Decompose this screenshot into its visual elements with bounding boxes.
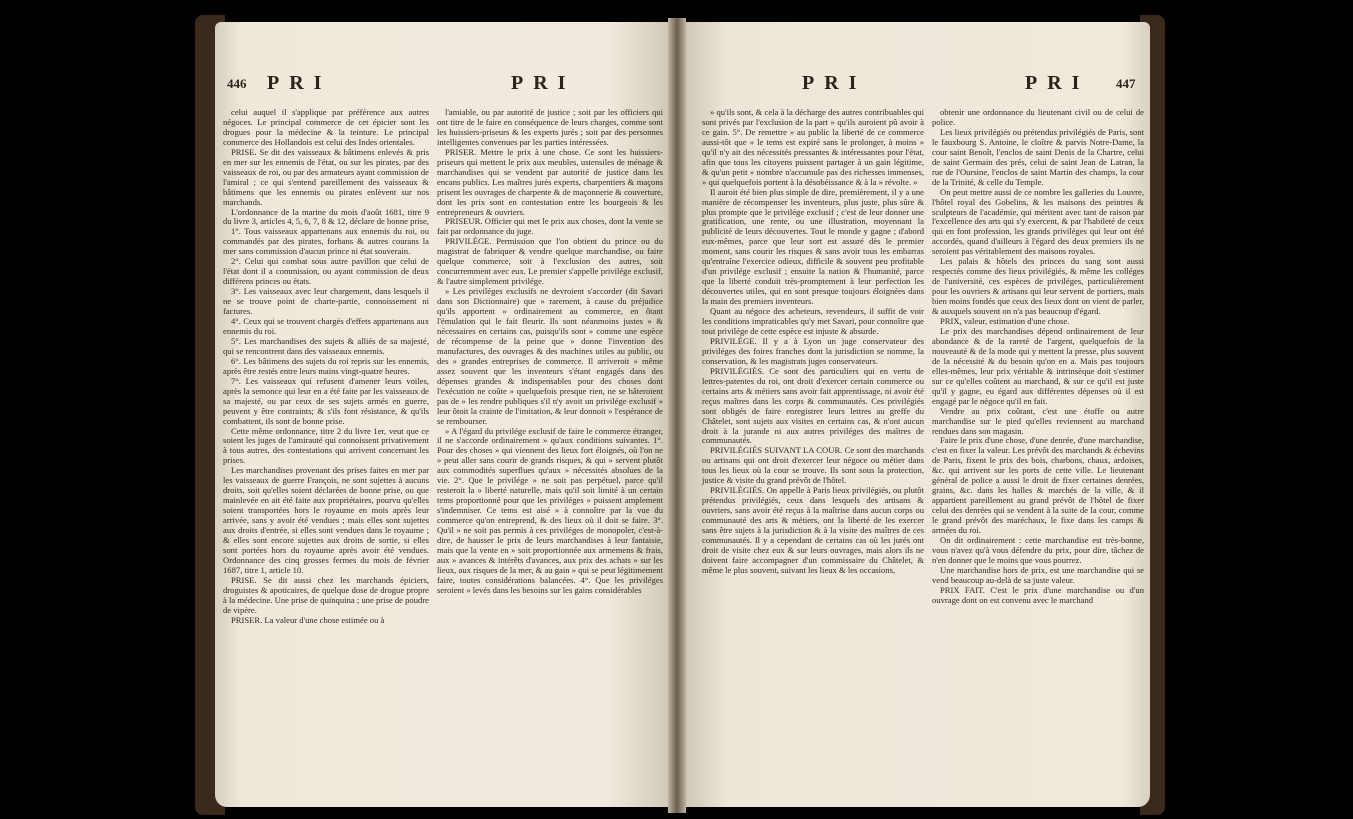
- running-head: PRI: [802, 72, 867, 94]
- paragraph: Les lieux privilégiés ou prétendus privilégiés de Paris, sont le fauxbourg S. Antoine, le cloître & parvis Notre-Dame, la cour saint Benoît, l'enclos de saint Denis de la Chartre, celui de saint Germain des prés, celui de saint Jean de Latran, la rue de l'Oursine, l'enclos de saint Martin des champs, la cour de la Trinité, & celle du Temple.: [932, 126, 1144, 187]
- paragraph: PRIX FAIT. C'est le prix d'une marchandise ou d'un ouvrage dont on est convenu avec le marchand: [932, 584, 1144, 605]
- paragraph: Une marchandise hors de prix, est une marchandise qui se vend beaucoup au-delà de sa juste valeur.: [932, 564, 1144, 585]
- paragraph: PRIX, valeur, estimation d'une chose.: [940, 316, 1070, 327]
- page-number: 446: [227, 76, 247, 91]
- paragraph: PRISE. Se dit aussi chez les marchands épiciers, droguistes & apoticaires, de quelque dose de drogue propre à la médecine. Une prise de quinquina ; une prise de poudre de vipère.: [223, 574, 429, 615]
- left-page-column-2: [437, 108, 663, 596]
- right-page: [680, 22, 1150, 807]
- paragraph: 2°. Celui qui combat sous autre pavillon que celui de l'état dont il a commission, ou ayant commission de deux différens princes ou états.: [223, 256, 429, 287]
- paragraph: PRISER. Mettre le prix à une chose. Ce sont les huissiers-priseurs qui mettent le prix aux meubles, ustensiles de ménage & marchandises qui se vendent par autorité de justice dans les encans publics. Les maîtres jurés experts, charpentiers & maçons prisent les ouvrages de charpente & de maçonnerie & couverture, dont les prix sont en contestation entre les bourgeois & les entrepreneurs & ouvriers.: [437, 146, 663, 217]
- left-page: [215, 22, 675, 807]
- paragraph: Il auroit été bien plus simple de dire, premièrement, il y a une manière de récompenser les inventeurs, plus juste, plus sûre & plus prompte que le privilége exclusif ; c'est de leur donner une gratification, une rente, ou une illustration, moyennant la publicité de leurs découvertes. Tout le monde y gagne ; d'abord eux-mêmes, parce que leur sort est assuré dès le premier moment, sans courir les risques & sans avoir tous les embarras qu'entraîne l'exercice odieux, difficile & souvent peu profitable d'un privilége exclusif ; ensuite la nation & l'humanité, parce que la liberté conduit très-promptement à leur perfection les découvertes utiles, qui en sont presque toujours éloignées dans la main des premiers inventeurs.: [702, 186, 924, 307]
- paragraph: 4°. Ceux qui se trouvent chargés d'effets appartenans aux ennemis du roi.: [223, 316, 429, 336]
- paragraph: celui auquel il s'applique par préférence aux autres négoces. Le principal commerce de cet épicier sont les drogues pour la médecine & la teinture. Le principal commerce des Hollandois est celui des Indes orientales.: [223, 107, 429, 147]
- paragraph: Les marchandises provenant des prises faites en mer par les vaisseaux de guerre François, ne sont sujettes à aucuns droits, soit qu'elles soient déclarées de bonne prise, ou que mainlevée en ait été faite aux propriétaires, pourvu qu'elles soient transportées hors le royaume en mois après leur arrivée, sans y avoir été vendues ; mais elles sont sujettes aux droits d'entrée, si elles sont vendues dans le royaume ; & elles sont encore sujettes aux droits de sortie, si elles sont portées hors du royaume après avoir été vendues. Ordonnance des cinq grosses fermes du mois de février 1687, titre 1, article 10.: [223, 465, 429, 575]
- paragraph: » qu'ils sont, & cela à la décharge des autres contribuables qui sont privés par l'exclusion de la part » qu'ils auroient pû avoir à ce gain. 5°. De remettre » au public la liberté de ce commerce aussi-tôt que » le tems est expiré sans le prolonger, à moins » qu'il n'y ait des nécessités pressantes & intéressantes pour l'état, afin que tous les citoyens puissent partager à un gain légitime, & qu'un petit » nombre n'accumule pas des richesses immenses, » qui quelquefois portent à la désobéissance & à la » révolte. »: [702, 107, 924, 187]
- paragraph: Les palais & hôtels des princes du sang sont aussi respectés comme des lieux privilégiés, & même les colléges de l'université, ces espèces de priviléges, particulièrement pour les ouvriers & artisans qui leur servent de portiers, mais bien moins fondés que ceux des lieux dont on vient de parler, & auxquels souvent on n'a pas beaucoup d'égard.: [932, 256, 1144, 317]
- running-head-right-col: PRI: [1025, 72, 1090, 94]
- paragraph: PRIVILÉGIÉS SUIVANT LA COUR. Ce sont des marchands ou artisans qui ont droit d'exercer leur négoce ou métier dans tous les lieux où la cour se trouve. Ils sont sous la protection, justice & visite du grand prévôt de l'hôtel.: [702, 445, 924, 486]
- paragraph: On peut mettre aussi de ce nombre les galleries du Louvre, l'hôtel royal des Gobelins, & les maisons des peintres & sculpteurs de l'académie, qui méritent avec tant de raison par l'excellence des arts qui s'y exercent, & par l'habileté de ceux qui en font profession, les grands priviléges qui leur ont été accordés, quand d'ailleurs à l'égard des deux premiers ils ne seroient pas véritablement des maisons royales.: [932, 186, 1144, 257]
- left-page-column-1: [223, 108, 429, 626]
- paragraph: PRISE. Se dit des vaisseaux & bâtimens enlevés & pris en mer sur les ennemis de l'état, ou sur les pirates, par des vaisseaux de roi, ou par des armateurs ayant commission de l'amiral ; ce qui s'entend pareillement des vaisseaux & bâtimens que les ennemis ou pirates enlèvent sur nos marchands.: [223, 146, 429, 207]
- running-head-right-col: PRI: [511, 72, 576, 94]
- left-page-header: [215, 72, 675, 100]
- running-head: PRI: [267, 72, 332, 94]
- paragraph: PRIVILÉGE. Il y a à Lyon un juge conservateur des priviléges des foires franches dont la jurisdiction se nomme, la conservation, & les magistrats juges conservateurs.: [702, 335, 924, 366]
- paragraph: PRIVILÉGIÉS. On appelle à Paris lieux privilégiés, ou plutôt prétendus privilégiés, ceux dans lesquels des artisans & ouvriers, sans avoir été reçus à la maîtrise dans aucun corps ou communauté des arts & métiers, ont la liberté de les exercer sans être sujets à la jurisdiction & à la visite des maîtres de ces communautés. Il y a cependant de certains cas où les jurés ont droit de visite chez eux & sur leurs ouvrages, mais alors ils ne doivent faire accompagner d'un commissaire du Châtelet, & même le plus souvent, suivant les lieux & les occasions,: [702, 485, 924, 575]
- paragraph: 6°. Les bâtimens des sujets du roi repris sur les ennemis, après être restés entre leurs mains vingt-quatre heures.: [223, 355, 429, 376]
- page-number: 447: [1116, 76, 1136, 91]
- paragraph: 1°. Tous vaisseaux appartenans aux ennemis du roi, ou commandés par des pirates, forbans & autres courans la mer sans commission d'aucun prince ni état souverain.: [223, 226, 429, 257]
- paragraph: l'amiable, ou par autorité de justice ; soit par les officiers qui ont titre de le faire en conséquence de leurs charges, comme sont les huissiers-priseurs & les experts jurés ; soit par des personnes intelligentes convenues par les parties intéressées.: [437, 107, 663, 147]
- paragraph: L'ordonnance de la marine du mois d'août 1681, titre 9 du livre 3, articles 4, 5, 6, 7, 8 & 12, déclare de bonne prise,: [223, 206, 429, 227]
- paragraph: Cette même ordonnance, titre 2 du livre 1er, veut que ce soient les juges de l'amirauté qui connoissent privativement à tous autres, des contestations qui arrivent concernant les prises.: [223, 425, 429, 466]
- paragraph: Vendre au prix coûtant, c'est une étoffe ou autre marchandise sur le pied qu'elles reviennent au marchand rendues dans son magasin.: [932, 405, 1144, 436]
- book-gutter: [668, 18, 686, 813]
- paragraph: » A l'égard du privilége exclusif de faire le commerce étranger, il ne s'accorde ordinairement » qu'aux conditions suivantes. 1°. Pour des choses » qui viennent des lieux fort éloignés, où l'on ne » peut aller sans courir de grands risques, & qui » servent plutôt aux commodités superflues qu'aux » nécessités absolues de la vie. 2°. Que le privilége » ne soit pas perpétuel, parce qu'il resteroit la » liberté naturelle, mais qu'il soit limité à un certain tems proportionné pour que les priviléges » puissent amplement s'indemniser. Ce tems est aisé » à connoître par la vue du commerce qu'on entreprend, & des lieux où il doit se faire. 3°. Qu'il » ne soit pas permis à ces priviléges de monopoler, c'est-à-dire, de hausser le prix de leurs marchandises à leur fantaisie, mais que la vente en » soit proportionnée aux armemens & frais, aux » avances & intérêts d'avances, aux prix des achats » sur les lieux, aux risques de la mer, & au gain » qui se peut légitimement faire, toutes considérations balancées. 4°. Que les priviléges seroient » levés dans les besoins sur les gains considérables: [437, 425, 663, 595]
- right-page-column-2: [932, 108, 1144, 606]
- paragraph: On dit ordinairement : cette marchandise est très-bonne, vous n'avez qu'à vous défendre du prix, pour dire, tâchez de n'en donner que le moins que vous pourrez.: [932, 534, 1144, 565]
- paragraph: » Les priviléges exclusifs ne devroient s'accorder (dit Savari dans son Dictionnaire) que » rarement, à cause du préjudice qu'ils apportent » ordinairement au commerce, en ôtant l'émulation qui le fait fleurir. Ils sont néanmoins justes » & nécessaires en certains cas, puisqu'ils sont » comme une espèce de récompense de la peine que » donne l'invention des manufactures, des ouvrages & des machines utiles au public, ou des » grandes entreprises de commerce. Il arriveroit » même assez souvent que les inventeurs s'étant engagés dans des dépenses grandes & indispensables pour des choses dont l'exécution ne coûte » quelquefois presque rien, ne se hâteroient pas de » les rendre publiques s'il n'y avoit un privilége exclusif » leur ôtoit la crainte de l'imitation, & leur donnoit » l'espérance de se rembourser.: [437, 286, 663, 426]
- paragraph: Le prix des marchandises dépend ordinairement de leur abondance & de la rareté de l'argent, quelquefois de la nouveauté & de la mode qui y mettent la presse, plus souvent de la nécessité & du besoin qu'on en a. Mais pas toujours elles-mêmes, leur prix véritable & intrinsèque doit s'estimer sur ce qu'elles coûtent au marchand, & sur ce qu'il est juste qu'il y gagne, eu égard aux différentes dépenses où il est engagé par le négoce qu'il en fait.: [932, 325, 1144, 406]
- paragraph: 3°. Les vaisseaux avec leur chargement, dans lesquels il ne se trouve point de charte-partie, connoissement ni factures.: [223, 286, 429, 317]
- paragraph: PRISEUR. Officier qui met le prix aux choses, dont la vente se fait par ordonnance du juge.: [437, 216, 663, 237]
- paragraph: Faire le prix d'une chose, d'une denrée, d'une marchandise, c'est en fixer la valeur. Les prévôt des marchands & échevins de Paris, fixent le prix des bois, charbons, chaux, ardoises, &c. qui arrivent sur les ports de cette ville. Le lieutenant général de police a aussi le droit de fixer certaines denrées, grains, &c. dans les halles & marchés de la ville, & il appartient pareillement au grand prévôt de l'hôtel de fixer celui des denrées qui se vendent à la suite de la cour, comme le grand prévôt des maréchaux, le fixe dans les camps & armées du roi.: [932, 435, 1144, 536]
- paragraph: PRISER. La valeur d'une chose estimée ou à: [231, 614, 385, 625]
- paragraph: 5°. Les marchandises des sujets & alliés de sa majesté, qui se rencontrent dans des vaisseaux ennemis.: [223, 335, 429, 356]
- paragraph: PRIVILÉGE. Permission que l'on obtient du prince ou du magistrat de fabriquer & vendre quelque marchandise, ou faire quelque commerce, soit à l'exclusion des autres, soit concurremment avec eux. Le premier s'appelle privilége exclusif, & l'autre simplement privilége.: [437, 236, 663, 287]
- right-page-header: [680, 72, 1150, 100]
- right-page-column-1: [702, 108, 924, 576]
- paragraph: PRIVILÉGIÉS. Ce sont des particuliers qui en vertu de lettres-patentes du roi, ont droit d'exercer certain commerce ou certains arts & métiers sans avoir fait apprentissage, ni avoir été reçus maîtres dans les corps & communautés. Ces privilégiés sont obligés de faire enregistrer leurs lettres au greffe du Châtelet, sont sujets aux visites en certains cas, & n'ont aucun droit à la jurande ni aux autres priviléges des maîtres de communautés.: [702, 365, 924, 446]
- paragraph: Quant au négoce des acheteurs, revendeurs, il suffit de voir les conditions impraticables qu'y met Savari, pour connoître que tout privilége de cette espèce est injuste & absurde.: [702, 306, 924, 336]
- paragraph: obtenir une ordonnance du lieutenant civil ou de celui de police.: [932, 107, 1144, 127]
- paragraph: 7°. Les vaisseaux qui refusent d'amener leurs voiles, après la semonce qui leur en a été faite par les vaisseaux de sa majesté, ou par ceux de ses sujets armés en guerre, peuvent y être contraints; & s'ils font résistance, & qu'ils combattent, ils sont de bonne prise.: [223, 375, 429, 426]
